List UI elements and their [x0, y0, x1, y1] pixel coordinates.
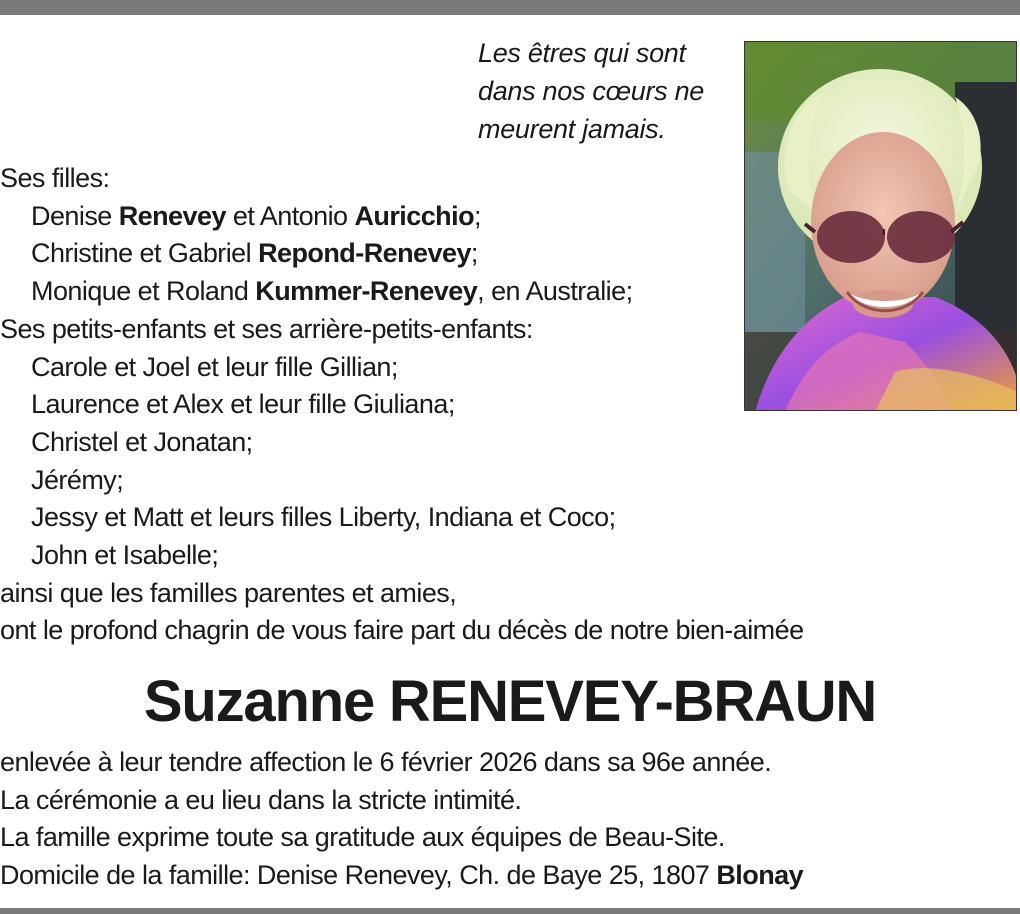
daughter-text: Christine et Gabriel [31, 238, 259, 269]
domicile-address: Domicile de la famille: Denise Renevey, Ch. de Baye 25, 1807 [0, 859, 717, 890]
grandchild-entry: John et Isabelle; [31, 540, 219, 571]
daughter-entry [0, 273, 960, 311]
grandchild-entry: Carole et Joel et leur fille Gillian; [31, 351, 398, 382]
surname: Auricchio [354, 200, 475, 231]
grandchild-entry: Jessy et Matt et leurs filles Liberty, Indiana et Coco; [31, 502, 616, 533]
surname: Renevey [118, 200, 226, 231]
daughter-entry [0, 198, 960, 236]
top-rule [0, 0, 1020, 15]
daughter-text: Monique et Roland [31, 276, 256, 307]
daughters-heading: Ses filles: [0, 163, 110, 193]
closing-line: La famille exprime toute sa gratitude aux équipes de Beau-Site. [0, 822, 725, 852]
daughter-text: ; [470, 238, 478, 269]
surname: Kummer-Renevey [255, 276, 478, 307]
domicile-town: Blonay [716, 859, 804, 890]
daughter-text: et Antonio [225, 200, 355, 231]
grandchild-entry: Jérémy; [31, 464, 124, 495]
family-list [0, 160, 960, 650]
daughter-text: Denise [31, 200, 119, 231]
daughter-text: , en Australie; [477, 276, 633, 307]
daughter-text: ; [474, 200, 481, 231]
closing-line: La cérémonie a eu lieu dans la stricte intimité. [0, 784, 522, 815]
quote-line: dans nos cœurs ne [478, 76, 705, 106]
bottom-rule [0, 908, 1020, 914]
deceased-name: Suzanne RENEVEY-BRAUN [143, 669, 877, 734]
announcement-line: ont le profond chagrin de vous faire part du décès de notre bien-aimée [0, 615, 804, 646]
surname: Repond-Renevey [258, 238, 471, 269]
grandchild-entry: Christel et Jonatan; [31, 426, 253, 457]
daughter-entry [0, 235, 960, 273]
domicile-line [0, 857, 960, 895]
grandchild-entry: Laurence et Alex et leur fille Giuliana; [31, 389, 455, 420]
closing-text [0, 744, 960, 894]
memorial-quote [478, 34, 740, 148]
quote-line: meurent jamais. [478, 114, 666, 144]
families-line: ainsi que les familles parentes et amies, [0, 577, 457, 608]
quote-line: Les êtres qui sont [478, 38, 686, 68]
closing-line: enlevée à leur tendre affection le 6 février 2026 dans sa 96e année. [0, 747, 772, 777]
grandchildren-heading: Ses petits-enfants et ses arrière-petits-enfants: [0, 313, 533, 344]
